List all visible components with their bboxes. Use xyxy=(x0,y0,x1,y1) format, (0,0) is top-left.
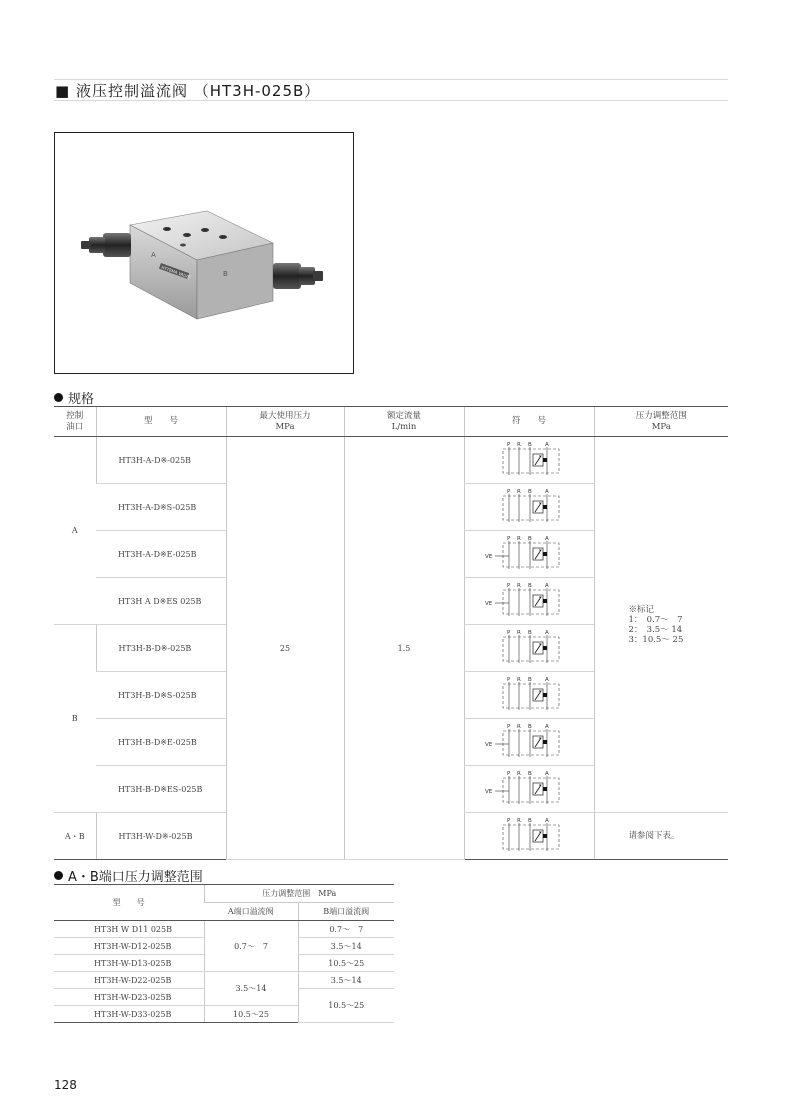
port-label: R xyxy=(517,818,521,824)
model-cell: HT3H-B-D※-025B xyxy=(96,625,226,672)
hydraulic-symbol xyxy=(465,766,593,810)
symbol-cell xyxy=(464,766,594,813)
symbol-cell xyxy=(464,437,594,484)
symbol-cell xyxy=(464,719,594,766)
port-label: A xyxy=(545,724,549,730)
port-label: B xyxy=(528,583,532,589)
port-label: A xyxy=(545,536,549,542)
spring-block xyxy=(543,740,547,744)
photo-label-b: B xyxy=(223,270,228,278)
range-model-cell: HT3H W D11 025B xyxy=(54,921,204,938)
port-label: P xyxy=(507,442,511,448)
model-cell: HT3H-B-D※ES-025B xyxy=(96,766,226,813)
spring-block xyxy=(543,505,547,509)
port-label: A xyxy=(545,630,549,636)
col-model: 型 号 xyxy=(96,407,226,437)
port-label: B xyxy=(528,677,532,683)
page-title: ■ 液压控制溢流阀 （HT3H-025B） xyxy=(55,82,321,100)
port-label: A xyxy=(545,442,549,448)
col-symbol: 符 号 xyxy=(464,407,594,437)
range-col-a: A端口溢流阀 xyxy=(204,903,298,921)
hydraulic-symbol xyxy=(465,437,593,481)
range-b-cell: 10.5～25 xyxy=(298,989,394,1023)
port-label: R xyxy=(517,677,521,683)
port-label: B xyxy=(528,442,532,448)
port-label: B xyxy=(528,818,532,824)
valve-illustration xyxy=(55,133,353,373)
hydraulic-symbol xyxy=(465,578,593,622)
spec-title-text: 规格 xyxy=(68,392,95,407)
range-a-cell: 0.7～ 7 xyxy=(204,921,298,972)
vent-label: VE xyxy=(485,789,493,795)
spec-section-title xyxy=(54,388,94,407)
symbol-cell xyxy=(464,531,594,578)
subplate-outline xyxy=(503,590,559,614)
subplate-outline xyxy=(503,496,559,520)
port-label: P xyxy=(507,771,511,777)
see-below-cell: 请参阅下表。 xyxy=(594,813,728,860)
range-note-cell: ※标记 1： 0.7～ 7 2： 3.5～ 14 3：10.5～ 25 xyxy=(594,437,728,813)
range-model-cell: HT3H-W-D22-025B xyxy=(54,972,204,989)
spring-block xyxy=(543,458,547,462)
port-label: B xyxy=(528,536,532,542)
vent-label: VE xyxy=(485,742,493,748)
port-label: B xyxy=(528,630,532,636)
range-col-range: 压力调整范围 MPa xyxy=(204,885,394,903)
range-model-cell: HT3H-W-D23-025B xyxy=(54,989,204,1006)
hydraulic-symbol xyxy=(465,813,593,857)
port-label: B xyxy=(528,724,532,730)
range-col-b: B端口溢流阀 xyxy=(298,903,394,921)
col-range: 压力调整范围 MPa xyxy=(594,407,728,437)
subplate-outline xyxy=(503,543,559,567)
port-label: P xyxy=(507,630,511,636)
product-photo xyxy=(54,132,354,374)
subplate-outline xyxy=(503,731,559,755)
hydraulic-symbol xyxy=(465,625,593,669)
symbol-cell xyxy=(464,813,594,860)
port-label: R xyxy=(517,442,521,448)
port-label: R xyxy=(517,536,521,542)
port-label: P xyxy=(507,724,511,730)
port-label: P xyxy=(507,583,511,589)
symbol-cell xyxy=(464,672,594,719)
spring-block xyxy=(543,693,547,697)
port-label: B xyxy=(528,771,532,777)
range-b-cell: 3.5～14 xyxy=(298,972,394,989)
port-b-cell: B xyxy=(54,625,96,813)
port-label: R xyxy=(517,724,521,730)
port-label: A xyxy=(545,677,549,683)
table-row xyxy=(54,437,728,484)
hydraulic-symbol xyxy=(465,672,593,716)
range-a-cell: 3.5～14 xyxy=(204,972,298,1006)
bullet-icon xyxy=(54,393,63,402)
hydraulic-symbol xyxy=(465,531,593,575)
model-cell: HT3H A D※ES 025B xyxy=(96,578,226,625)
model-cell: HT3H-W-D※-025B xyxy=(96,813,226,860)
col-pressure: 最大使用压力 MPa xyxy=(226,407,344,437)
range-b-cell: 0.7～ 7 xyxy=(298,921,394,938)
port-label: A xyxy=(545,818,549,824)
port-label: B xyxy=(528,489,532,495)
range-table xyxy=(54,884,394,1023)
subplate-outline xyxy=(503,825,559,849)
table-row xyxy=(54,921,394,938)
spring-block xyxy=(543,787,547,791)
spring-block xyxy=(543,599,547,603)
subplate-outline xyxy=(503,449,559,473)
subplate-outline xyxy=(503,778,559,802)
port-label: A xyxy=(545,489,549,495)
symbol-cell xyxy=(464,484,594,531)
hydraulic-symbol xyxy=(465,484,593,528)
range-model-cell: HT3H-W-D12-025B xyxy=(54,938,204,955)
spec-table xyxy=(54,406,728,860)
port-label: R xyxy=(517,583,521,589)
spring-block xyxy=(543,646,547,650)
hydraulic-symbol xyxy=(465,719,593,763)
model-cell: HT3H-B-D※E-025B xyxy=(96,719,226,766)
port-label: P xyxy=(507,536,511,542)
model-cell: HT3H-A-D※E-025B xyxy=(96,531,226,578)
model-cell: HT3H-B-D※S-025B xyxy=(96,672,226,719)
model-cell: HT3H-A-D※S-025B xyxy=(96,484,226,531)
port-label: P xyxy=(507,489,511,495)
spring-block xyxy=(543,834,547,838)
port-label: A xyxy=(545,583,549,589)
col-port: 控制 油口 xyxy=(54,407,96,437)
max-pressure-cell: 25 xyxy=(226,437,344,860)
range-section-title xyxy=(54,866,203,885)
port-label: P xyxy=(507,677,511,683)
range-title-text: A・B端口压力调整范围 xyxy=(68,870,203,885)
range-model-cell: HT3H-W-D13-025B xyxy=(54,955,204,972)
range-col-model: 型 号 xyxy=(54,885,204,921)
bullet-icon xyxy=(54,871,63,880)
symbol-cell xyxy=(464,578,594,625)
port-label: P xyxy=(507,818,511,824)
range-a-cell: 10.5～25 xyxy=(204,1006,298,1023)
subplate-outline xyxy=(503,637,559,661)
range-b-cell: 3.5～14 xyxy=(298,938,394,955)
vent-label: VE xyxy=(485,554,493,560)
subplate-outline xyxy=(503,684,559,708)
rated-flow-cell: 1.5 xyxy=(344,437,464,860)
port-label: A xyxy=(545,771,549,777)
port-label: R xyxy=(517,630,521,636)
vent-label: VE xyxy=(485,601,493,607)
title-rule xyxy=(54,100,728,101)
table-row xyxy=(54,972,394,989)
model-cell: HT3H-A-D※-025B xyxy=(96,437,226,484)
port-label: R xyxy=(517,771,521,777)
port-a-cell: A xyxy=(54,437,96,625)
symbol-cell xyxy=(464,625,594,672)
range-b-cell: 10.5～25 xyxy=(298,955,394,972)
page-number: 128 xyxy=(54,1078,77,1092)
photo-nameplate: HYTEMA VALVE xyxy=(160,264,191,280)
port-label: R xyxy=(517,489,521,495)
spring-block xyxy=(543,552,547,556)
col-flow: 额定流量 L/min xyxy=(344,407,464,437)
range-model-cell: HT3H-W-D33-025B xyxy=(54,1006,204,1023)
photo-label-a: A xyxy=(151,251,156,259)
port-ab-cell: A・B xyxy=(54,813,96,860)
